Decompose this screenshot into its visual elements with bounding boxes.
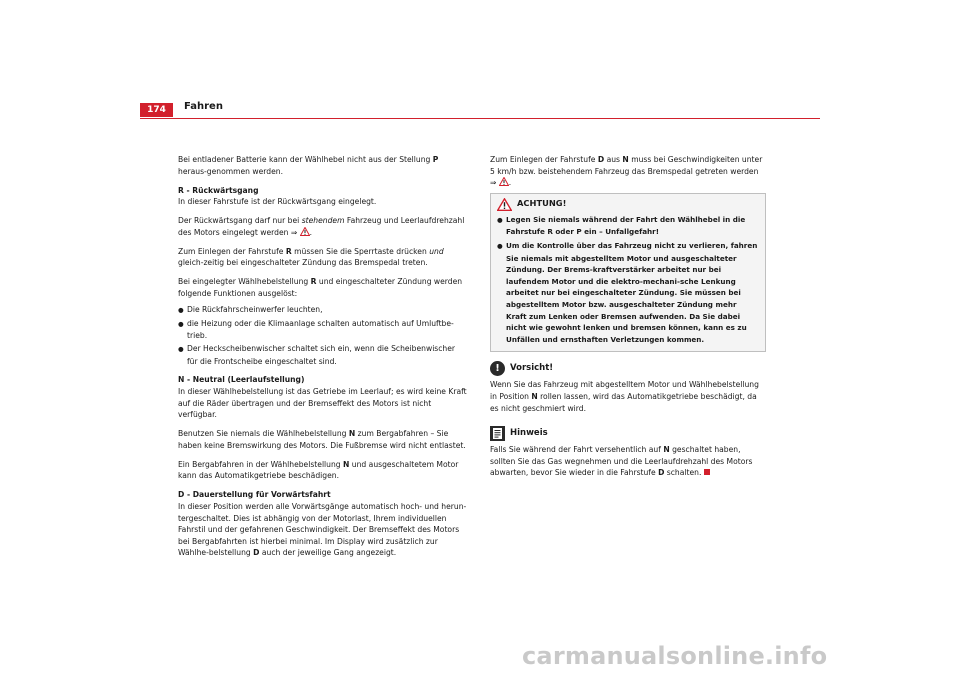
- section-heading-d: D - Dauerstellung für Vorwärtsfahrt: [178, 490, 331, 500]
- list-item: ● Legen Sie niemals während der Fahrt den Wählhebel in die Fahrstufe R oder P ein – Unfallgefahr!: [497, 214, 759, 238]
- page-number: 174: [140, 103, 173, 117]
- note-text: Falls Sie während der Fahrt versehentlich auf N geschaltet haben, sollten Sie das Gas wegnehmen und die Leerlaufdrehzahl des Motors abwarten, bevor Sie wieder in die Fahrstufe D schalten.: [490, 445, 753, 478]
- paragraph: Zum Einlegen der Fahrstufe D aus N muss bei Geschwindigkeiten unter 5 km/h bzw. beistehendem Fahrzeug das Bremspedal getreten werden ⇒ .: [490, 155, 763, 188]
- list-item: ● Um die Kontrolle über das Fahrzeug nicht zu verlieren, fahren Sie niemals mit abgestelltem Motor und ausgeschalteter Zündung. Der Brems-kraftverstärker arbeitet nur bei laufendem Motor und die elektro-mechani-sche Lenkung arbeitet nur bei eingeschalteter Zündung. Sie müssen bei abgestelltem Motor bzw. ausgeschalteter Zündung mehr Kraft zum Lenken oder Bremsen aufwenden. Da Sie dabei nicht wie gewohnt lenken und bremsen können, kann es zu Unfällen und ernsthaften Verletzungen kommen.: [497, 240, 759, 345]
- header-rule: [140, 118, 820, 119]
- exclamation-icon: !: [490, 361, 505, 376]
- end-marker-icon: [704, 469, 710, 475]
- warning-triangle-icon: [499, 177, 509, 186]
- warning-box: [490, 193, 766, 353]
- paragraph: In dieser Fahrstufe ist der Rückwärtsgang eingelegt.: [178, 197, 377, 207]
- list-item: ● Der Heckscheibenwischer schaltet sich ein, wenn die Scheibenwischer für die Frontscheibe eingeschaltet sind.: [178, 343, 468, 367]
- page-header: [140, 103, 820, 117]
- section-heading-n: N - Neutral (Leerlaufstellung): [178, 375, 305, 385]
- warning-triangle-icon: [497, 198, 512, 211]
- chapter-title: Fahren: [184, 101, 223, 112]
- paragraph: Zum Einlegen der Fahrstufe R müssen Sie die Sperrtaste drücken und gleich-zeitig bei eingeschalteter Zündung das Bremspedal treten.: [178, 246, 444, 268]
- list-item: ● die Heizung oder die Klimaanlage schalten automatisch auf Umluftbe-trieb.: [178, 318, 468, 342]
- paragraph: Der Rückwärtsgang darf nur bei stehendem Fahrzeug und Leerlaufdrehzahl des Motors eingelegt werden ⇒ .: [178, 216, 465, 237]
- paragraph: Ein Bergabfahren in der Wählhebelstellung N und ausgeschaltetem Motor kann das Automatikgetriebe beschädigen.: [178, 459, 459, 481]
- note-title: Hinweis: [490, 426, 766, 441]
- warning-triangle-icon: [300, 227, 310, 236]
- paragraph: Benutzen Sie niemals die Wählhebelstellung N zum Bergabfahren – Sie haben keine Bremswirkung des Motors. Die Fußbremse wird nicht entlastet.: [178, 429, 466, 450]
- right-column: [490, 154, 766, 486]
- paragraph: In dieser Wählhebelstellung ist das Getriebe im Leerlauf; es wird keine Kraft auf die Räder übertragen und der Bremseffekt des Motors ist nicht verfügbar.: [178, 387, 467, 420]
- warning-title: ACHTUNG!: [497, 198, 759, 211]
- paragraph: Bei eingelegter Wählhebelstellung R und eingeschalteter Zündung werden folgende Funktionen ausgelöst:: [178, 277, 463, 298]
- section-heading-r: R - Rückwärtsgang: [178, 185, 259, 195]
- paragraph: In dieser Position werden alle Vorwärtsgänge automatisch hoch- und herun-tergeschaltet. Dies ist abhängig von der Motorlast, Ihrem individuellen Fahrstil und der gefahrenen Geschwindigkeit. Der Bremseffekt des Motors bei Bergabfahrten ist hierbei minimal. Im Display wird zusätzlich zur Wählhe-belstellung D auch der jeweilige Gang angezeigt.: [178, 501, 467, 558]
- list-item: ● Die Rückfahrscheinwerfer leuchten,: [178, 304, 468, 317]
- left-column: [178, 154, 468, 566]
- paragraph: Bei entladener Batterie kann der Wählhebel nicht aus der Stellung P heraus-genommen werden.: [178, 155, 439, 176]
- watermark: carmanualsonline.info: [522, 642, 828, 670]
- note-icon: [490, 426, 505, 441]
- caution-text: Wenn Sie das Fahrzeug mit abgestelltem Motor und Wählhebelstellung in Position N rollen lassen, wird das Automatikgetriebe beschädigt, da es nicht geschmiert wird.: [490, 380, 759, 413]
- caution-title: ! Vorsicht!: [490, 361, 766, 376]
